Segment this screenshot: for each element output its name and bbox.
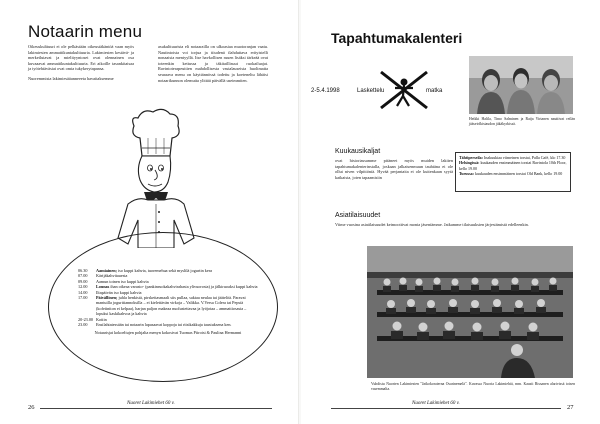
menu-time: 20-23.00 [78, 316, 94, 322]
page-title: Tapahtumakalenteri [331, 30, 463, 46]
menu-item-text: ihan oikeaa varasto- (pankinruokakahvirahasta ylivuorosta) ja jälkiruoaksi kuppi kahvia [110, 284, 258, 290]
menu-item-text: Kotiin [96, 316, 107, 322]
event-name-prefix: Laskettelu [357, 88, 385, 94]
article-column-2 [158, 44, 268, 87]
paragraph: asukulttuurista eli notaarailla on ulkoasiaa muotoranjan vaatu. Nautintoista voi torjua ja tiiudenä ilahduttava erityistelli nonaaisia mentyyllä. Itse havkollisen ruuen lisäksi tärkeää ovat toteenkin kettussa ja täkitaillisuut ruokailuajat. Ravintoterapeuttien mahdollisesta vastalauseista huolimatta seuraava menu on käyttännössä todettu ja koeteneltu lähäisi notaarikunnon olemutta ylittää päivällä useimmiten. [158, 44, 268, 83]
info-line [459, 160, 567, 171]
event-date: 2-5.4.1998 [311, 88, 340, 94]
info-box [455, 152, 571, 192]
menu-item-text: Iltapäivän iso kuppi kahvia [96, 289, 142, 295]
footer-title: Nuoret Lakimiehet 60 v. [409, 401, 463, 406]
right-page [301, 0, 600, 424]
menu-time: 23.00 [78, 322, 88, 328]
menu-time: 17.00 [78, 295, 88, 301]
paragraph: Oikeuskulttuuri ei ole pelkästään oikeustäkäntöä vaan myös lakimiesten ammattikuntakulttuuria. Lakimiesten kestävä- ja merkeilutavat ja mielityyntoset ovat olennainen osa kuvaaavai ammattikuntakulttuuria. Eri aikoille tasankitaisaa ja työtehtäväsiai ovat omia tukykerytapansa. [28, 44, 134, 72]
menu-time: 06.30 [78, 268, 88, 273]
footer-rule [331, 408, 561, 409]
info-text: kuukauden ensimmäinen torstai Old Bank, kello 19.00 [474, 170, 563, 176]
menu-item-text: Kärijäkahvitauesta [96, 273, 128, 279]
page-number: 27 [567, 404, 574, 411]
menu-item [78, 322, 258, 327]
menu-time: 14.00 [78, 289, 88, 295]
section-heading: Kuukausikaljat [335, 148, 381, 155]
photo-caption: Heikki Halila, Timo Salminen ja Raija Virtanen nauttivat reilän jääseirfkistaudon jäkäkyrkissä. [469, 117, 575, 126]
menu-item-text: iso kuppi kahvia, tuoremehua sekä myslilä jogurtin kera [117, 268, 212, 273]
paragraph: Nuoremmista lakimiesääanneeeta havaitaksemme [28, 75, 114, 81]
menu-item-text: juhla henkistä, pirskettasmaali siis pullaa, saktaa neulaa tai jäätelöä. Paravai mantuilla jogurttiannoksilla – ei kielettävän virkoja – Valikka. V.Versa Colera tai Pepsiä (kofeiiniton ei kelpaa), harjan paljon makeaa nuolustettavaa ja lyöjotaa – ammattiosasia – lopuksi kaskikahvoa ja kahvia [96, 295, 247, 317]
footer-rule [40, 408, 272, 409]
page-number: 26 [28, 404, 35, 411]
menu-item [78, 295, 258, 317]
info-text: kuukauden ensimmäinen torstai Ravintola 10th Floor, kello 19.00 [459, 160, 567, 171]
menu-list [78, 268, 258, 336]
info-label: Tähtiperseila: [459, 155, 483, 160]
menu-time: 09.00 [78, 278, 88, 284]
menu-time: 07.00 [78, 273, 88, 279]
skier-icon [377, 66, 431, 114]
courtroom-photo [367, 246, 573, 378]
menu-item-title: Aamiainen; [96, 268, 117, 273]
skiing-trip-photo [469, 56, 573, 114]
left-page [0, 0, 299, 424]
section-heading: Asiatilaisuudet [335, 212, 381, 219]
menu-note: Notaarisjat kokoeltujen pohjalta menyn kokosivat Tuomas Piiroisi & Paulina Hermanni [94, 330, 242, 336]
page-title: Notaarin menu [28, 22, 143, 41]
footer-title: Nuoret Lakimiehet 60 v. [124, 401, 178, 406]
menu-item-title: Lounas [96, 284, 110, 290]
section-text: ovat historiassamme pitäneet myös muiden lakiten tapahtumakalenterinstalla, joskaan jalkaisenmuun tauhtäna ei ole ollut niven vilpittöniä. Hyvää perjantaita ei ole kuitenkaan syytä katkaista, joten tapaamisiin [335, 158, 453, 180]
photo-caption: Vuhdistu Nuorten Lakimiesten "Jatkokoraterna Osarinemelä". Kuvassa Nuoria Lakimiehiä, mm. Kausti Rissanen alarivissä toisen vasemmalta. [371, 382, 575, 391]
info-line [459, 171, 567, 176]
info-label: Turussa: [459, 170, 474, 176]
menu-time: 12.00 [78, 284, 88, 290]
menu-item-title: Päivällinen; [96, 295, 118, 301]
chef-illustration [98, 108, 208, 248]
section-text: Viime vuosina asiatilaisuudet keimoottivat monia jäseniämme. Jatkamme tilaisuuksien järjestämistä edelleenkin. [335, 222, 529, 227]
info-label: Helsingissä: [459, 160, 480, 166]
menu-item-text: Aamun toinen iso kuppi kahvia [96, 278, 149, 284]
info-text: Inakuukiaa viimeinen torstai, Palla Café, klo 17.30 [484, 155, 566, 160]
article-column-1 [28, 44, 134, 86]
menu-item-text: Ensilahtatessään tai notaarin lapasaavat koppoja tai riisikakkuja taustuksena ken. [96, 322, 232, 328]
event-name-suffix: matka [426, 88, 443, 94]
